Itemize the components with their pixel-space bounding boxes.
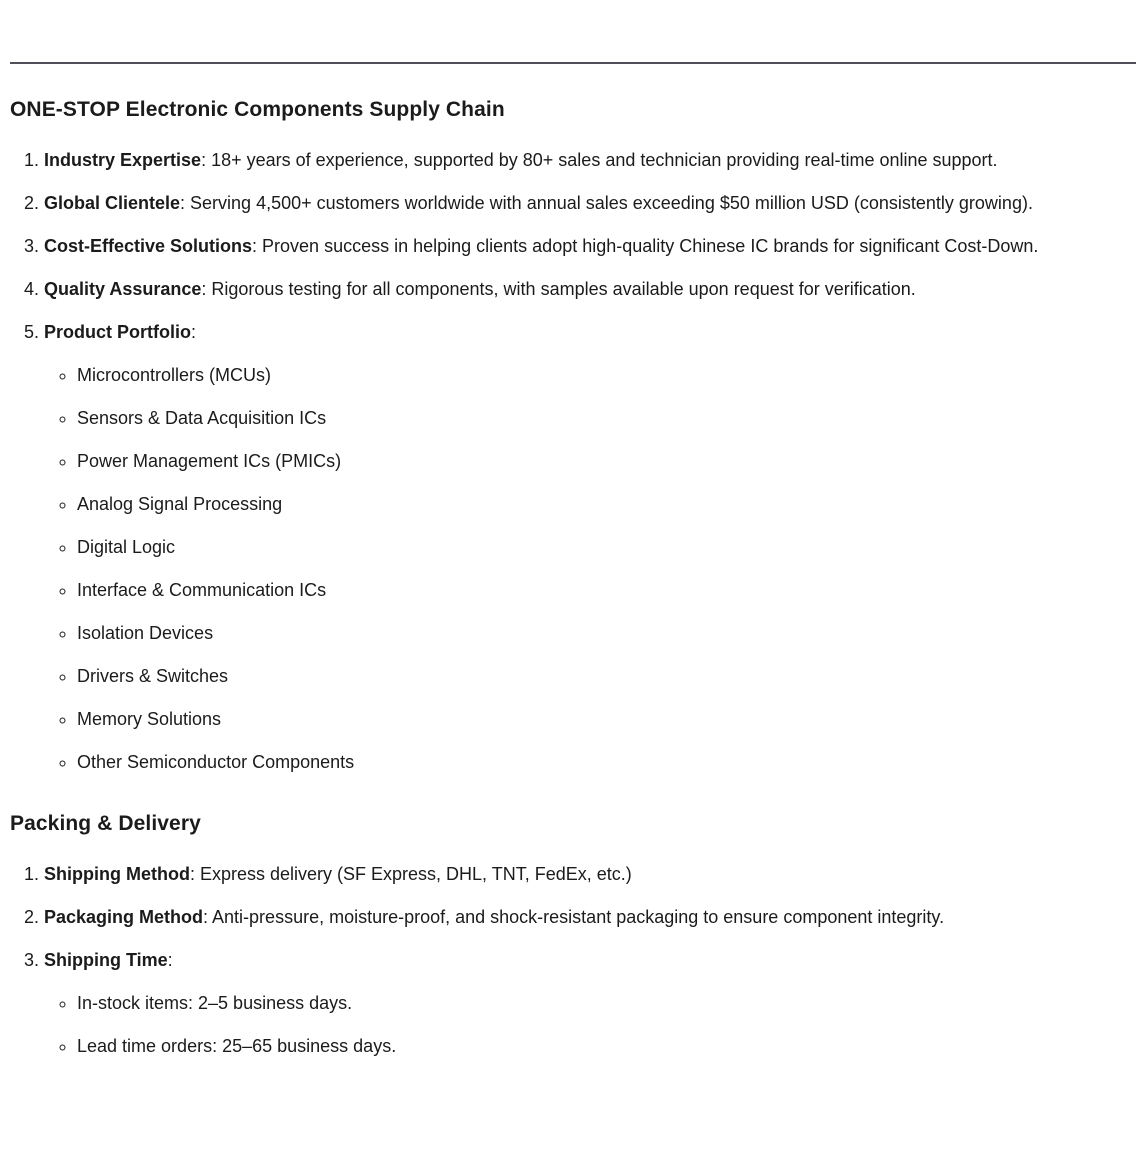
item-label: Global Clientele [44,193,181,213]
item-label: Packaging Method [44,907,204,927]
item-label: Product Portfolio [44,322,191,342]
list-item [44,861,1135,887]
numbered-list [10,147,1135,775]
product-description-page [0,62,1147,1158]
bullet-item: ◦ Isolation Devices [77,620,1135,646]
item-text: : Rigorous testing for all components, with samples available upon request for verification. [201,279,916,299]
item-label: Industry Expertise [44,150,202,170]
bullet-list [44,990,1135,1059]
bullet-item: ◦ Lead time orders: 25–65 business days. [77,1033,1135,1059]
list-item [44,233,1135,259]
item-text: : 18+ years of experience, supported by 80+ sales and technician providing real-time online support. [201,150,998,170]
top-divider [10,62,1136,64]
item-text: : Proven success in helping clients adopt high-quality Chinese IC brands for significant Cost-Down. [252,236,1039,256]
bullet-item: ◦ Digital Logic [77,534,1135,560]
section-title: Packing & Delivery [10,812,201,835]
list-item [44,319,1135,775]
numbered-list [10,861,1135,1059]
bullet-item: ◦ In-stock items: 2–5 business days. [77,990,1135,1016]
document-body [10,97,1135,1059]
bullet-item: ◦ Memory Solutions [77,706,1135,732]
bullet-item: ◦ Other Semiconductor Components [77,749,1135,775]
bullet-item: ◦ Power Management ICs (PMICs) [77,448,1135,474]
bullet-item: ◦ Analog Signal Processing [77,491,1135,517]
section [10,97,1135,775]
bullet-item: ◦ Drivers & Switches [77,663,1135,689]
list-item [44,276,1135,302]
list-item [44,904,1135,930]
item-label: Shipping Method [44,864,190,884]
item-text: : Serving 4,500+ customers worldwide with annual sales exceeding $50 million USD (consistently growing). [180,193,1033,213]
item-label: Quality Assurance [44,279,202,299]
list-item [44,147,1135,173]
item-label: Shipping Time [44,950,168,970]
item-text: : [167,950,173,970]
item-text: : [191,322,197,342]
item-label: Cost-Effective Solutions [44,236,253,256]
list-item [44,947,1135,1059]
section-title: ONE-STOP Electronic Components Supply Chain [10,98,505,121]
item-text: : Express delivery (SF Express, DHL, TNT, FedEx, etc.) [189,864,632,884]
bullet-list [44,362,1135,775]
list-item [44,190,1135,216]
bullet-item: ◦ Interface & Communication ICs [77,577,1135,603]
bullet-item: ◦ Microcontrollers (MCUs) [77,362,1135,388]
item-text: : Anti-pressure, moisture-proof, and shock-resistant packaging to ensure component integrity. [203,907,945,927]
section [10,811,1135,1059]
bullet-item: ◦ Sensors & Data Acquisition ICs [77,405,1135,431]
